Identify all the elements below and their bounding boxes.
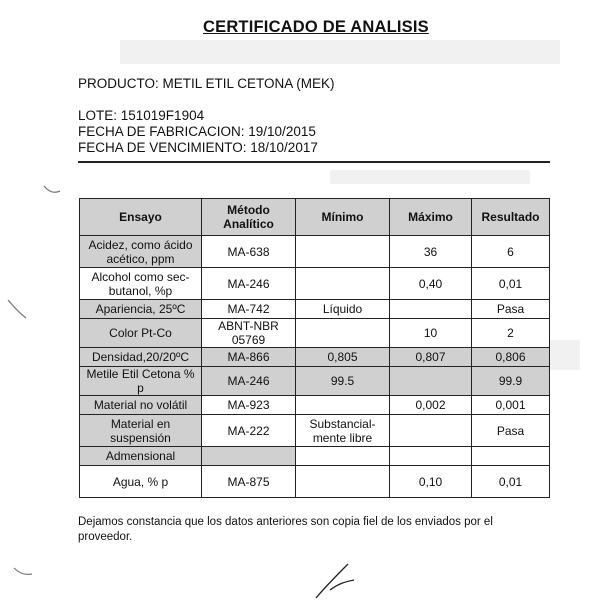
cell-maximo: 0,10 bbox=[390, 466, 472, 498]
table-header-row bbox=[80, 199, 550, 236]
cell-ensayo: Densidad,20/20ºC bbox=[80, 348, 202, 367]
cell-maximo: 36 bbox=[390, 236, 472, 268]
header-ensayo: Ensayo bbox=[80, 199, 202, 236]
table-row bbox=[80, 396, 550, 415]
cell-ensayo: Acidez, como ácido acético, ppm bbox=[80, 236, 202, 268]
cell-resultado: Pasa bbox=[472, 300, 550, 319]
cell-metodo: MA-246 bbox=[202, 268, 296, 300]
cell-resultado: 0,001 bbox=[472, 396, 550, 415]
analysis-table bbox=[79, 198, 550, 498]
table-row bbox=[80, 300, 550, 319]
scan-margin-marks bbox=[0, 0, 60, 600]
table-row bbox=[80, 466, 550, 498]
cell-minimo bbox=[296, 319, 390, 348]
cell-resultado: 2 bbox=[472, 319, 550, 348]
cell-resultado: 0,806 bbox=[472, 348, 550, 367]
header-resultado: Resultado bbox=[472, 199, 550, 236]
header-divider bbox=[78, 161, 550, 163]
table-row bbox=[80, 348, 550, 367]
cell-metodo bbox=[202, 447, 296, 466]
cell-metodo: ABNT-NBR 05769 bbox=[202, 319, 296, 348]
cell-metodo: MA-246 bbox=[202, 367, 296, 396]
cell-minimo: Líquido bbox=[296, 300, 390, 319]
cell-metodo: MA-638 bbox=[202, 236, 296, 268]
cell-maximo: 0,40 bbox=[390, 268, 472, 300]
cell-ensayo: Admensional bbox=[80, 447, 202, 466]
signature bbox=[310, 560, 370, 600]
cell-maximo: 0,002 bbox=[390, 396, 472, 415]
cell-metodo: MA-222 bbox=[202, 415, 296, 447]
lot-line: LOTE: 151019F1904 bbox=[78, 108, 205, 123]
expiry-date-line: FECHA DE VENCIMIENTO: 18/10/2017 bbox=[78, 140, 318, 155]
header-metodo: Método Analítico bbox=[202, 199, 296, 236]
manufacture-date-line: FECHA DE FABRICACION: 19/10/2015 bbox=[78, 124, 316, 139]
cell-metodo: MA-923 bbox=[202, 396, 296, 415]
cell-maximo: 0,807 bbox=[390, 348, 472, 367]
cell-resultado: 0,01 bbox=[472, 466, 550, 498]
table-row bbox=[80, 236, 550, 268]
cell-minimo bbox=[296, 236, 390, 268]
table-row bbox=[80, 367, 550, 396]
document-title: CERTIFICADO DE ANALISIS bbox=[203, 18, 429, 36]
bleed-through-block bbox=[330, 170, 530, 184]
bleed-through-block bbox=[120, 40, 560, 64]
cell-ensayo: Alcohol como sec-butanol, %p bbox=[80, 268, 202, 300]
cell-minimo bbox=[296, 268, 390, 300]
cell-maximo bbox=[390, 300, 472, 319]
cell-minimo bbox=[296, 466, 390, 498]
cell-metodo: MA-742 bbox=[202, 300, 296, 319]
table-row bbox=[80, 415, 550, 447]
table-row bbox=[80, 268, 550, 300]
cell-minimo: Substancial-mente libre bbox=[296, 415, 390, 447]
cell-maximo bbox=[390, 415, 472, 447]
cell-resultado: 0,01 bbox=[472, 268, 550, 300]
cell-minimo bbox=[296, 447, 390, 466]
cell-ensayo: Metile Etil Cetona % p bbox=[80, 367, 202, 396]
cell-ensayo: Material no volátil bbox=[80, 396, 202, 415]
cell-ensayo: Agua, % p bbox=[80, 466, 202, 498]
cell-resultado bbox=[472, 447, 550, 466]
cell-resultado: 6 bbox=[472, 236, 550, 268]
cell-minimo: 0,805 bbox=[296, 348, 390, 367]
cell-ensayo: Material en suspensión bbox=[80, 415, 202, 447]
cell-ensayo: Color Pt-Co bbox=[80, 319, 202, 348]
cell-maximo bbox=[390, 367, 472, 396]
cell-minimo: 99.5 bbox=[296, 367, 390, 396]
cell-maximo: 10 bbox=[390, 319, 472, 348]
cell-resultado: 99.9 bbox=[472, 367, 550, 396]
header-minimo: Mínimo bbox=[296, 199, 390, 236]
product-line: PRODUCTO: METIL ETIL CETONA (MEK) bbox=[78, 76, 335, 91]
cell-ensayo: Apariencia, 25ºC bbox=[80, 300, 202, 319]
cell-metodo: MA-866 bbox=[202, 348, 296, 367]
cell-minimo bbox=[296, 396, 390, 415]
cell-resultado: Pasa bbox=[472, 415, 550, 447]
footer-statement: Dejamos constancia que los datos anteriores son copia fiel de los enviados por el proveedor. bbox=[78, 516, 493, 543]
table-row bbox=[80, 447, 550, 466]
cell-metodo: MA-875 bbox=[202, 466, 296, 498]
table-row bbox=[80, 319, 550, 348]
cell-maximo bbox=[390, 447, 472, 466]
header-maximo: Máximo bbox=[390, 199, 472, 236]
